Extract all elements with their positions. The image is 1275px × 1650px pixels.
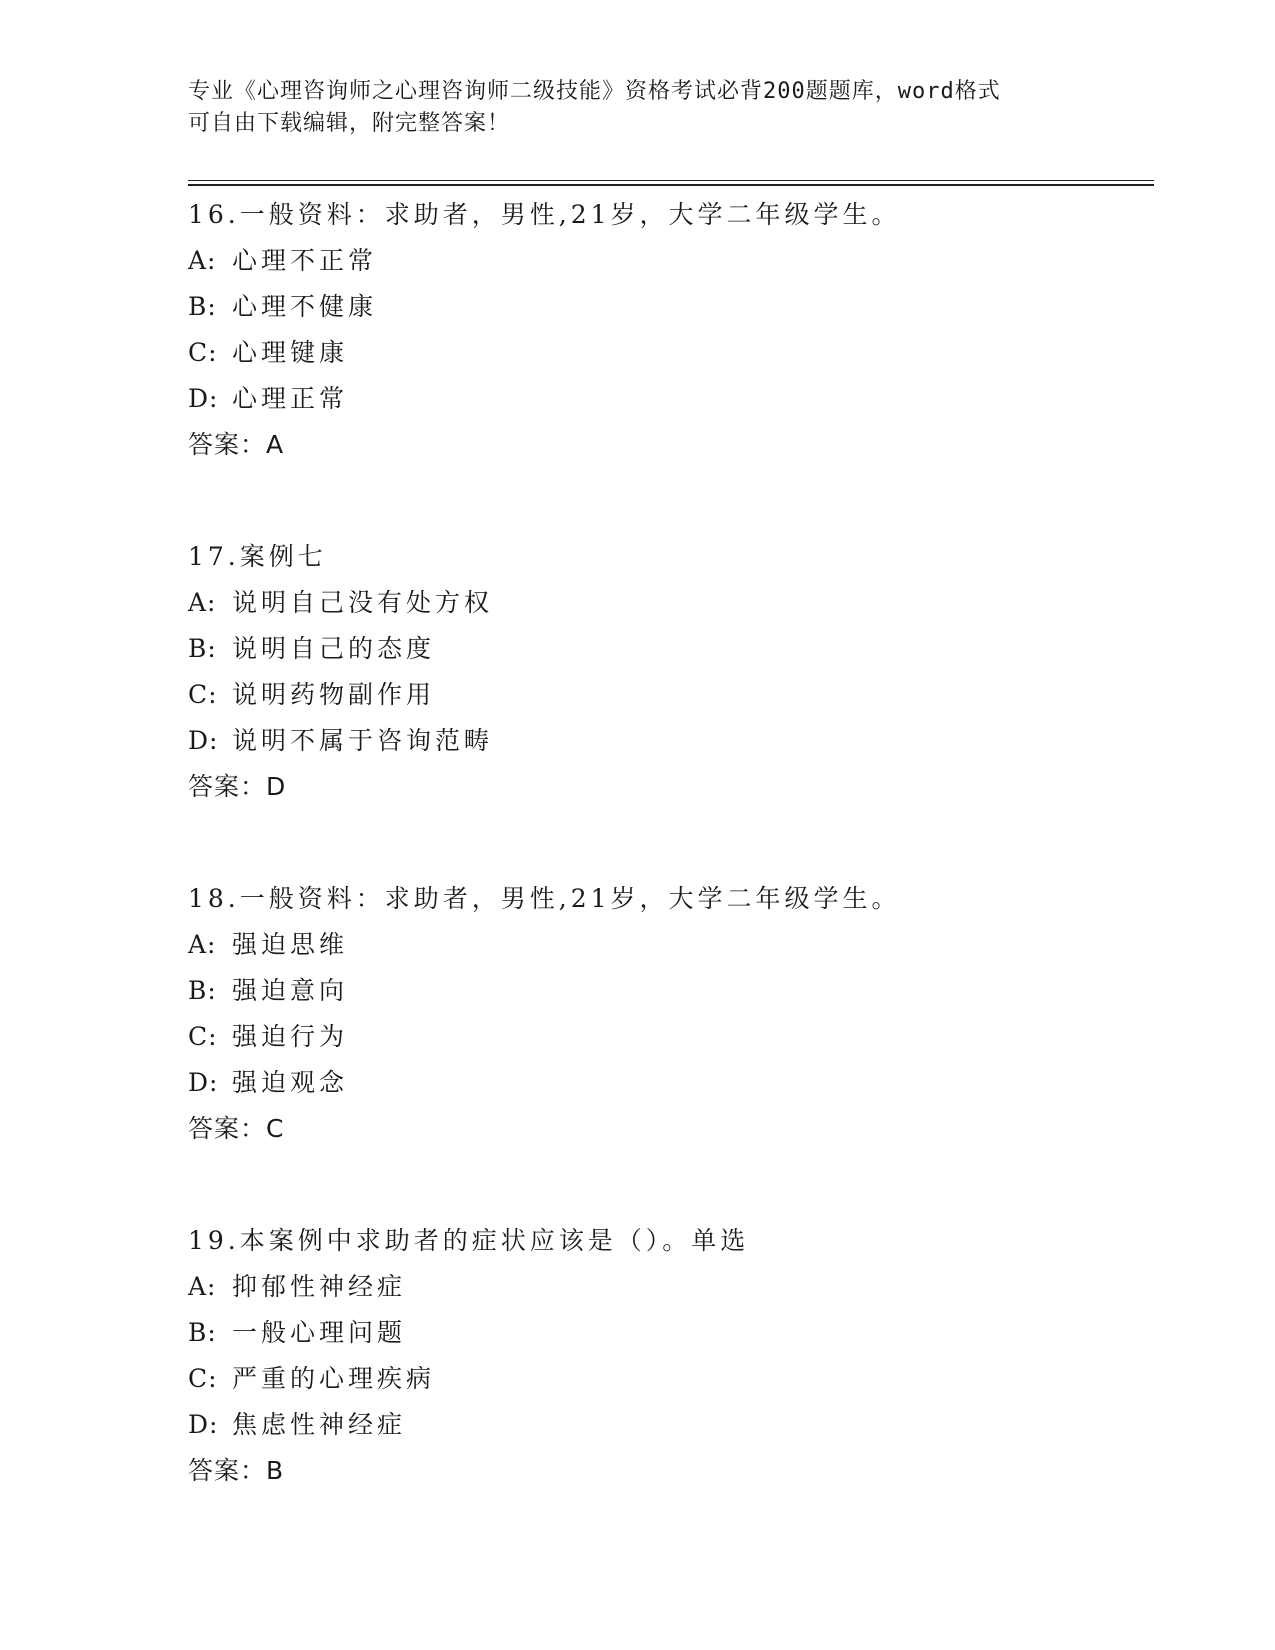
option-text: 强迫意向 [232, 976, 349, 1005]
answer-line: 答案：A [188, 430, 285, 459]
question-item-19 [188, 1218, 1148, 1494]
option-letter: B: [188, 634, 217, 663]
answer-line: 答案：C [188, 1114, 285, 1143]
header-title-line-1: 专业《心理咨询师之心理咨询师二级技能》资格考试必背200题题库，word格式 [188, 79, 1001, 104]
option-d [188, 376, 1148, 422]
option-b [188, 284, 1148, 330]
option-letter: D: [188, 384, 219, 413]
header-title-line-2: 可自由下载编辑，附完整答案！ [188, 111, 511, 136]
option-a [188, 580, 1148, 626]
option-text: 心理键康 [232, 338, 349, 367]
option-letter: D: [188, 1410, 219, 1439]
question-list [188, 192, 1148, 1560]
option-a [188, 1264, 1148, 1310]
option-text: 焦虑性神经症 [232, 1410, 407, 1439]
question-stem: 18.一般资料：求助者，男性,21岁，大学二年级学生。 [188, 884, 901, 913]
option-b [188, 626, 1148, 672]
option-letter: A: [188, 588, 217, 617]
header-divider-thin [188, 180, 1154, 181]
option-d [188, 718, 1148, 764]
option-text: 一般心理问题 [232, 1318, 407, 1347]
option-d [188, 1402, 1148, 1448]
option-letter: D: [188, 726, 219, 755]
option-c [188, 330, 1148, 376]
option-text: 说明不属于咨询范畴 [232, 726, 494, 755]
option-text: 严重的心理疾病 [232, 1364, 436, 1393]
option-c [188, 1356, 1148, 1402]
option-a [188, 238, 1148, 284]
option-text: 心理不健康 [232, 292, 378, 321]
question-item-17 [188, 534, 1148, 810]
option-c [188, 672, 1148, 718]
answer-line: 答案：D [188, 772, 287, 801]
option-b [188, 1310, 1148, 1356]
option-letter: C: [188, 1364, 218, 1393]
option-letter: D: [188, 1068, 219, 1097]
option-text: 心理正常 [232, 384, 349, 413]
option-text: 说明自己没有处方权 [232, 588, 494, 617]
option-letter: B: [188, 1318, 217, 1347]
answer-line: 答案：B [188, 1456, 285, 1485]
option-a [188, 922, 1148, 968]
option-text: 强迫思维 [232, 930, 349, 959]
option-text: 说明自己的态度 [232, 634, 436, 663]
option-letter: A: [188, 1272, 217, 1301]
document-header [188, 76, 1088, 140]
option-letter: C: [188, 680, 218, 709]
option-letter: C: [188, 338, 218, 367]
option-text: 说明药物副作用 [232, 680, 436, 709]
option-letter: B: [188, 292, 217, 321]
question-stem: 19.本案例中求助者的症状应该是（）。单选 [188, 1226, 750, 1255]
option-letter: A: [188, 930, 217, 959]
option-text: 抑郁性神经症 [232, 1272, 407, 1301]
option-text: 强迫行为 [232, 1022, 349, 1051]
question-item-18 [188, 876, 1148, 1152]
option-d [188, 1060, 1148, 1106]
option-letter: B: [188, 976, 217, 1005]
option-text: 强迫观念 [232, 1068, 349, 1097]
question-item-16 [188, 192, 1148, 468]
question-stem: 17.案例七 [188, 542, 327, 571]
option-c [188, 1014, 1148, 1060]
question-stem: 16.一般资料：求助者，男性,21岁，大学二年级学生。 [188, 200, 901, 229]
option-text: 心理不正常 [232, 246, 378, 275]
option-letter: A: [188, 246, 217, 275]
header-divider-thick [188, 184, 1154, 186]
option-b [188, 968, 1148, 1014]
option-letter: C: [188, 1022, 218, 1051]
